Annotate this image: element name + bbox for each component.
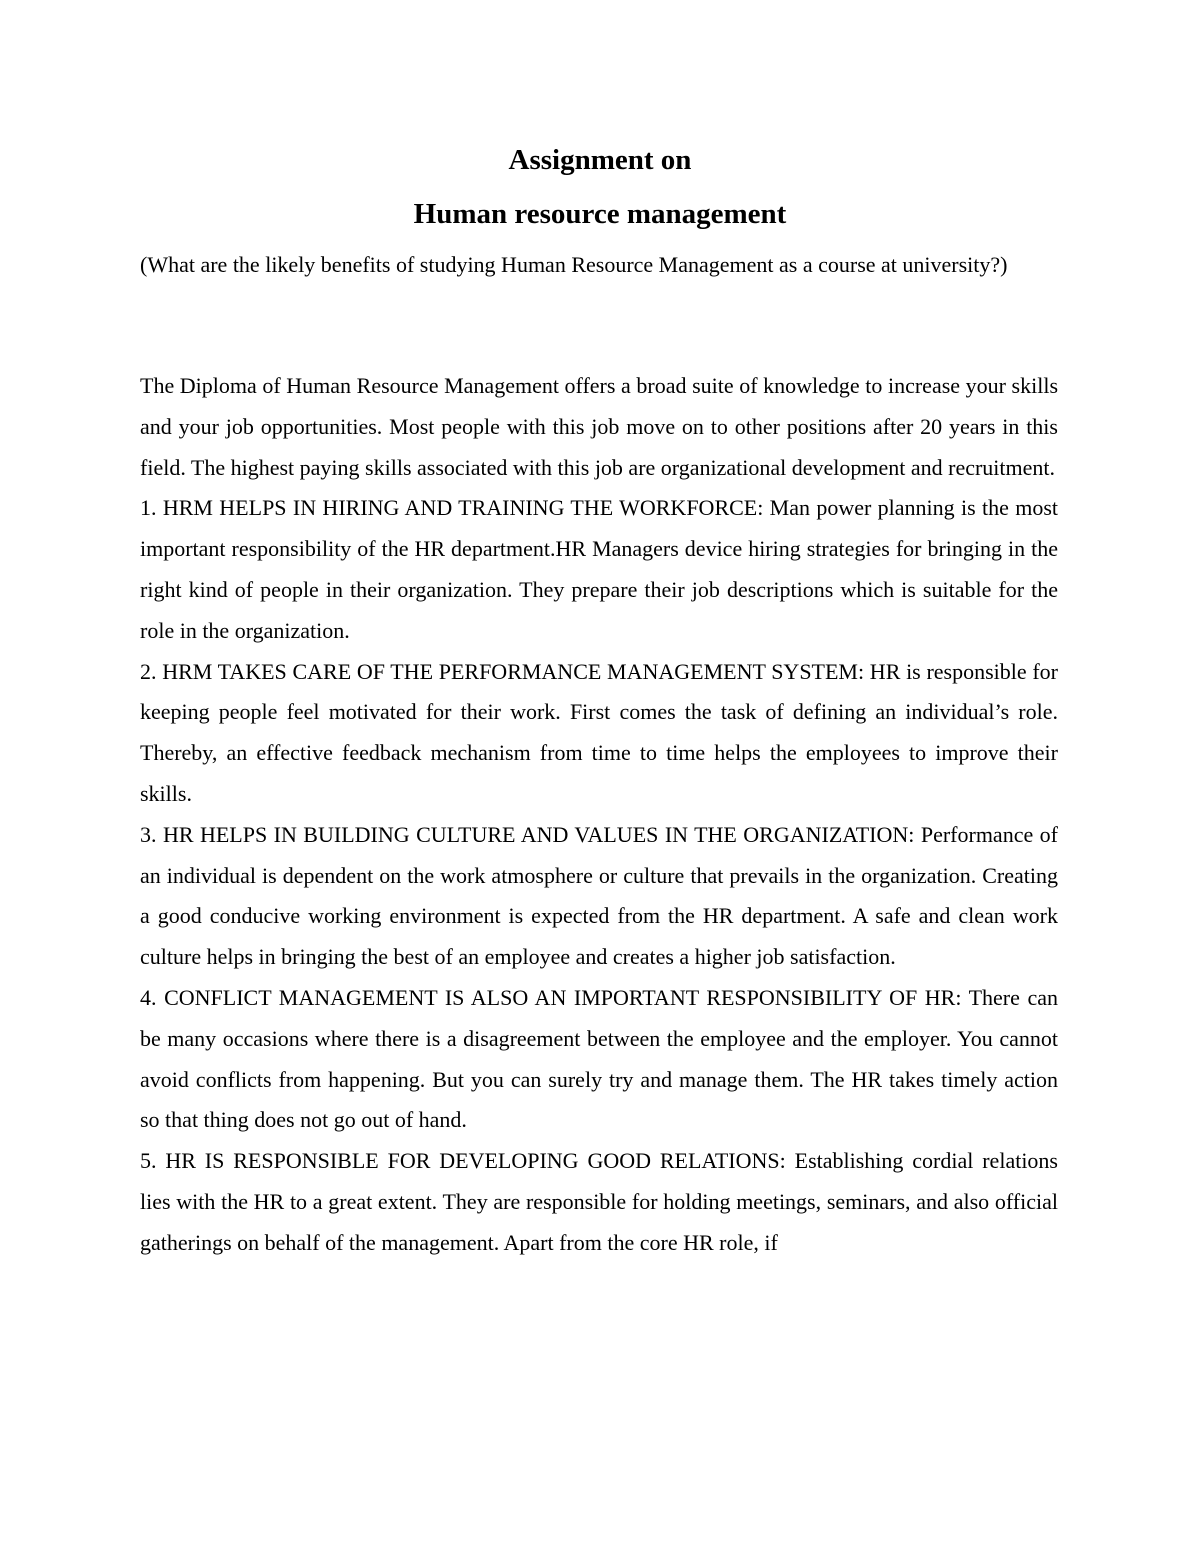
- list-item-1: 1. HRM HELPS IN HIRING AND TRAINING THE WORKFORCE: Man power planning is the most important responsibility of the HR department.HR Managers device hiring strategies for bringing in the right kind of people in their organization. They prepare their job descriptions which is suitable for the role in the organization.: [140, 495, 1058, 643]
- list-item-2: 2. HRM TAKES CARE OF THE PERFORMANCE MANAGEMENT SYSTEM: HR is responsible for keeping people feel motivated for their work. First comes the task of defining an individual’s role. Thereby, an effective feedback mechanism from time to time helps the employees to improve their skills.: [140, 658, 1058, 806]
- document-title: Assignment on: [508, 144, 692, 176]
- intro-paragraph: The Diploma of Human Resource Management offers a broad suite of knowledge to increase your skills and your job opportunities. Most people with this job move on to other positions after 20 years in this field. The highest paying skills associated with this job are organizational development and recruitment.: [140, 373, 1058, 480]
- document-body: [140, 366, 1058, 1264]
- list-item-3: 3. HR HELPS IN BUILDING CULTURE AND VALUES IN THE ORGANIZATION: Performance of an individual is dependent on the work atmosphere or culture that prevails in the organization. Creating a good conducive working environment is expected from the HR department. A safe and clean work culture helps in bringing the best of an employee and creates a higher job satisfaction.: [140, 821, 1058, 970]
- document-subtitle: Human resource management: [413, 198, 787, 230]
- list-item-5: 5. HR IS RESPONSIBLE FOR DEVELOPING GOOD RELATIONS: Establishing cordial relations lies with the HR to a great extent. They are responsible for holding meetings, seminars, and also official gatherings on behalf of the management. Apart from the core HR role, if: [140, 1148, 1058, 1255]
- assignment-question: (What are the likely benefits of studying Human Resource Management as a course at university?): [140, 252, 1008, 277]
- list-item-4: 4. CONFLICT MANAGEMENT IS ALSO AN IMPORTANT RESPONSIBILITY OF HR: There can be many occasions where there is a disagreement between the employee and the employer. You cannot avoid conflicts from happening. But you can surely try and manage them. The HR takes timely action so that thing does not go out of hand.: [140, 984, 1058, 1133]
